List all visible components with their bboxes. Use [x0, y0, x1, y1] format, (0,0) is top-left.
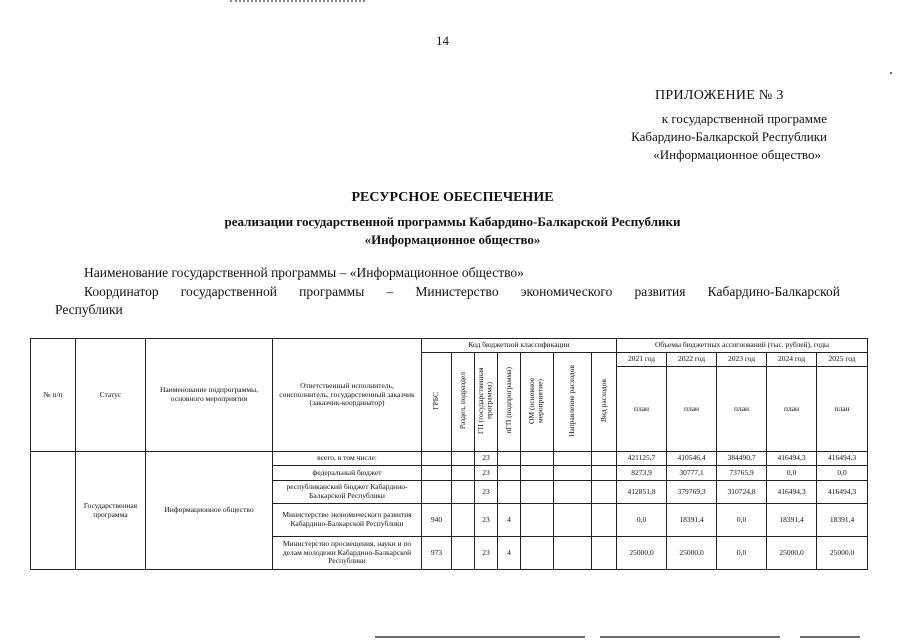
header-om: ОМ (основное мероприятие) — [527, 377, 545, 424]
heading-sub-2: «Информационное общество» — [364, 232, 541, 247]
header-direction: Направление расходов — [567, 364, 577, 437]
header-year-2024: 2024 год — [767, 353, 817, 367]
header-plan: план — [767, 367, 817, 452]
pgp-cell — [498, 452, 521, 466]
heading-main: РЕСУРСНОЕ ОБЕСПЕЧЕНИЕ — [351, 190, 554, 205]
executor-cell: республиканский бюджет Кабардино-Балкарской Республики — [273, 481, 422, 504]
direction-cell — [554, 452, 592, 466]
header-budget-code: Код бюджетной классификации — [422, 339, 617, 353]
om-cell — [521, 481, 554, 504]
direction-cell — [554, 466, 592, 481]
value-2022: 18391,4 — [667, 504, 717, 537]
executor-cell: Министерство просвещения, науки и по делам молодежи Кабардино-Балкарской Республики — [273, 537, 422, 570]
value-2021: 412851,8 — [617, 481, 667, 504]
value-2023: 0,0 — [717, 504, 767, 537]
status-cell: Государственная программа — [76, 452, 146, 570]
pgp-cell — [498, 466, 521, 481]
section-cell — [452, 466, 475, 481]
section-cell — [452, 504, 475, 537]
value-2024: 416494,3 — [767, 481, 817, 504]
coordinator-line: Координатор государственной программы – Министерство экономического развития Кабардино-Балкарской — [84, 284, 840, 299]
expense-type-cell — [592, 466, 617, 481]
header-num: № п/п — [31, 339, 76, 452]
program-name-line: Наименование государственной программы – «Информационное общество» — [84, 265, 524, 280]
gp-cell: 23 — [475, 504, 498, 537]
expense-type-cell — [592, 452, 617, 466]
value-2022: 379769,3 — [667, 481, 717, 504]
appendix-line-1: к государственной программе — [661, 111, 827, 126]
direction-cell — [554, 537, 592, 570]
value-2022: 30777,1 — [667, 466, 717, 481]
executor-cell: Министерство экономического развития Кабардино-Балкарской Республики — [273, 504, 422, 537]
value-2025: 416494,3 — [817, 452, 868, 466]
om-cell — [521, 504, 554, 537]
grbs-cell — [422, 466, 452, 481]
value-2021: 8273,9 — [617, 466, 667, 481]
page-number: 14 — [436, 33, 449, 48]
pgp-cell — [498, 481, 521, 504]
header-grbs: ГРБС — [431, 391, 441, 410]
header-pgp: пГП (подпрограмма) — [503, 367, 513, 434]
header-name: Наименование подпрограммы, основного мероприятия — [146, 339, 273, 452]
header-expense-type: Вид расходов — [598, 379, 608, 423]
om-cell — [521, 452, 554, 466]
header-gp: ГП (государственная программа) — [476, 367, 494, 434]
scan-speck — [890, 72, 892, 74]
section-cell — [452, 452, 475, 466]
heading-sub-1: реализации государственной программы Кабардино-Балкарской Республики — [224, 214, 681, 229]
pgp-cell: 4 — [498, 504, 521, 537]
grbs-cell: 940 — [422, 504, 452, 537]
value-2021: 0,0 — [617, 504, 667, 537]
value-2023: 73765,9 — [717, 466, 767, 481]
header-executor: Ответственный исполнитель, соисполнитель, государственный заказчик (заказчик-координатор) — [273, 339, 422, 452]
value-2025: 25000,0 — [817, 537, 868, 570]
section-cell — [452, 537, 475, 570]
header-year-2025: 2025 год — [817, 353, 868, 367]
expense-type-cell — [592, 504, 617, 537]
expense-type-cell — [592, 481, 617, 504]
value-2023: 384490,7 — [717, 452, 767, 466]
executor-cell: всего, в том числе: — [273, 452, 422, 466]
header-status: Статус — [76, 339, 146, 452]
appendix-line-3: «Информационное общество» — [653, 147, 821, 162]
value-2025: 416494,3 — [817, 481, 868, 504]
value-2022: 25000,0 — [667, 537, 717, 570]
header-plan: план — [617, 367, 667, 452]
executor-cell: федеральный бюджет — [273, 466, 422, 481]
value-2023: 310724,8 — [717, 481, 767, 504]
row-num-cell — [31, 452, 76, 570]
section-cell — [452, 481, 475, 504]
direction-cell — [554, 504, 592, 537]
table-row — [31, 452, 868, 466]
value-2024: 25000,0 — [767, 537, 817, 570]
scan-artifact-bottom — [600, 636, 780, 638]
expense-type-cell — [592, 537, 617, 570]
header-plan: план — [717, 367, 767, 452]
grbs-cell — [422, 452, 452, 466]
scan-artifact-bottom — [800, 636, 860, 638]
om-cell — [521, 466, 554, 481]
value-2024: 18391,4 — [767, 504, 817, 537]
value-2022: 410546,4 — [667, 452, 717, 466]
header-year-2023: 2023 год — [717, 353, 767, 367]
pgp-cell: 4 — [498, 537, 521, 570]
scan-artifact-bottom — [375, 636, 585, 638]
value-2024: 0,0 — [767, 466, 817, 481]
om-cell — [521, 537, 554, 570]
appendix-line-2: Кабардино-Балкарской Республики — [631, 129, 827, 144]
value-2023: 0,0 — [717, 537, 767, 570]
coordinator-line-continuation: Республики — [55, 302, 123, 317]
grbs-cell — [422, 481, 452, 504]
header-section: Раздел, подраздел — [457, 372, 467, 430]
value-2021: 421125,7 — [617, 452, 667, 466]
header-year-2022: 2022 год — [667, 353, 717, 367]
gp-cell: 23 — [475, 537, 498, 570]
value-2025: 0,0 — [817, 466, 868, 481]
grbs-cell: 973 — [422, 537, 452, 570]
gp-cell: 23 — [475, 452, 498, 466]
value-2024: 416494,3 — [767, 452, 817, 466]
header-plan: план — [667, 367, 717, 452]
value-2025: 18391,4 — [817, 504, 868, 537]
appendix-title: ПРИЛОЖЕНИЕ № 3 — [655, 88, 784, 103]
resource-table — [30, 338, 868, 570]
gp-cell: 23 — [475, 466, 498, 481]
header-plan: план — [817, 367, 868, 452]
value-2021: 25000,0 — [617, 537, 667, 570]
direction-cell — [554, 481, 592, 504]
gp-cell: 23 — [475, 481, 498, 504]
header-year-2021: 2021 год — [617, 353, 667, 367]
scan-artifact-top — [230, 0, 365, 5]
program-cell: Информационное общество — [146, 452, 273, 570]
header-volumes: Объемы бюджетных ассигнований (тыс. рублей), годы — [617, 339, 868, 353]
